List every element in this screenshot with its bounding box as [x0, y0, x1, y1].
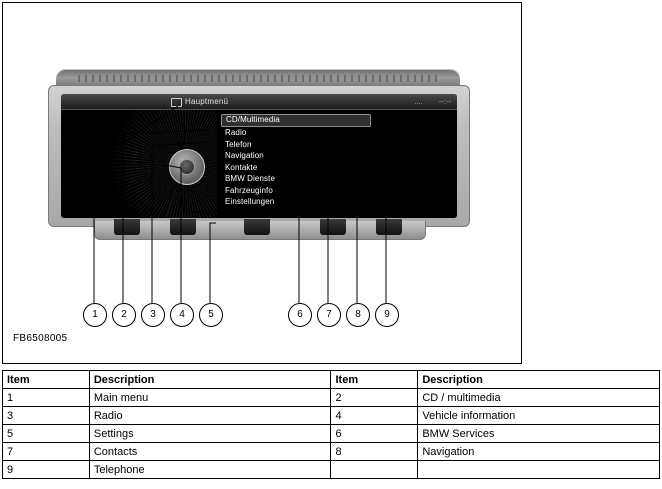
callout-7: 7 [317, 303, 341, 327]
callout-6: 6 [288, 303, 312, 327]
cell-item-right: 4 [331, 407, 418, 425]
cell-desc-left: Settings [89, 425, 331, 443]
menu-item-telefon[interactable]: Telefon [225, 139, 252, 149]
display-bracket-right [376, 219, 402, 235]
cell-desc-left: Telephone [89, 461, 331, 479]
table-header-row [3, 371, 660, 389]
menu-item-cd-multimedia[interactable]: CD/Multimedia [221, 114, 371, 127]
legend-table [2, 370, 660, 479]
display-screen [61, 94, 457, 218]
table-row [3, 389, 660, 407]
status-clock: --:-- [438, 97, 451, 106]
status-signal: .... [414, 97, 423, 106]
display-bracket-mid-right [320, 219, 346, 235]
monitor-icon [171, 98, 182, 107]
cell-item-left: 1 [3, 389, 90, 407]
header-desc-right: Description [418, 371, 660, 389]
menu-item-einstellungen[interactable]: Einstellungen [225, 197, 275, 206]
cell-item-right: 2 [331, 389, 418, 407]
header-item-left: Item [3, 371, 90, 389]
display-housing [48, 85, 470, 227]
header-desc-left: Description [89, 371, 331, 389]
cell-desc-left: Main menu [89, 389, 331, 407]
controller-knob-icon [169, 149, 205, 185]
cell-item-right [331, 461, 418, 479]
cell-desc-right: Navigation [418, 443, 660, 461]
menu-item-bmw-dienste[interactable]: BMW Dienste [225, 174, 275, 183]
screen-title: Hauptmenü [185, 97, 229, 106]
callout-8: 8 [346, 303, 370, 327]
cell-desc-right: BMW Services [418, 425, 660, 443]
table-row [3, 461, 660, 479]
callout-2: 2 [112, 303, 136, 327]
callout-1: 1 [83, 303, 107, 327]
display-bracket-left [114, 219, 140, 235]
menu-item-kontakte[interactable]: Kontakte [225, 162, 258, 172]
screen-status [400, 94, 451, 109]
cell-item-left: 5 [3, 425, 90, 443]
cell-item-left: 3 [3, 407, 90, 425]
cell-desc-right [418, 461, 660, 479]
cell-desc-right: Vehicle information [418, 407, 660, 425]
callout-4: 4 [170, 303, 194, 327]
cell-item-left: 7 [3, 443, 90, 461]
cell-desc-right: CD / multimedia [418, 389, 660, 407]
menu-item-radio[interactable]: Radio [225, 128, 247, 137]
screen-header [61, 94, 457, 110]
callout-3: 3 [141, 303, 165, 327]
display-bracket-mid-left [170, 219, 196, 235]
header-item-right: Item [331, 371, 418, 389]
display-bracket-center [244, 219, 270, 235]
figure-id: FB6508005 [13, 333, 68, 344]
control-display-unit [48, 69, 468, 244]
cell-item-left: 9 [3, 461, 90, 479]
menu-item-navigation[interactable]: Navigation [225, 151, 264, 160]
menu-item-fahrzeuginfo[interactable]: Fahrzeuginfo [225, 185, 273, 195]
callout-5: 5 [199, 303, 223, 327]
cell-item-right: 6 [331, 425, 418, 443]
cell-desc-left: Radio [89, 407, 331, 425]
cell-item-right: 8 [331, 443, 418, 461]
main-menu-list [221, 114, 371, 208]
table-row [3, 407, 660, 425]
table-row [3, 443, 660, 461]
illustration-panel [2, 2, 522, 364]
callout-9: 9 [375, 303, 399, 327]
cell-desc-left: Contacts [89, 443, 331, 461]
table-row [3, 425, 660, 443]
